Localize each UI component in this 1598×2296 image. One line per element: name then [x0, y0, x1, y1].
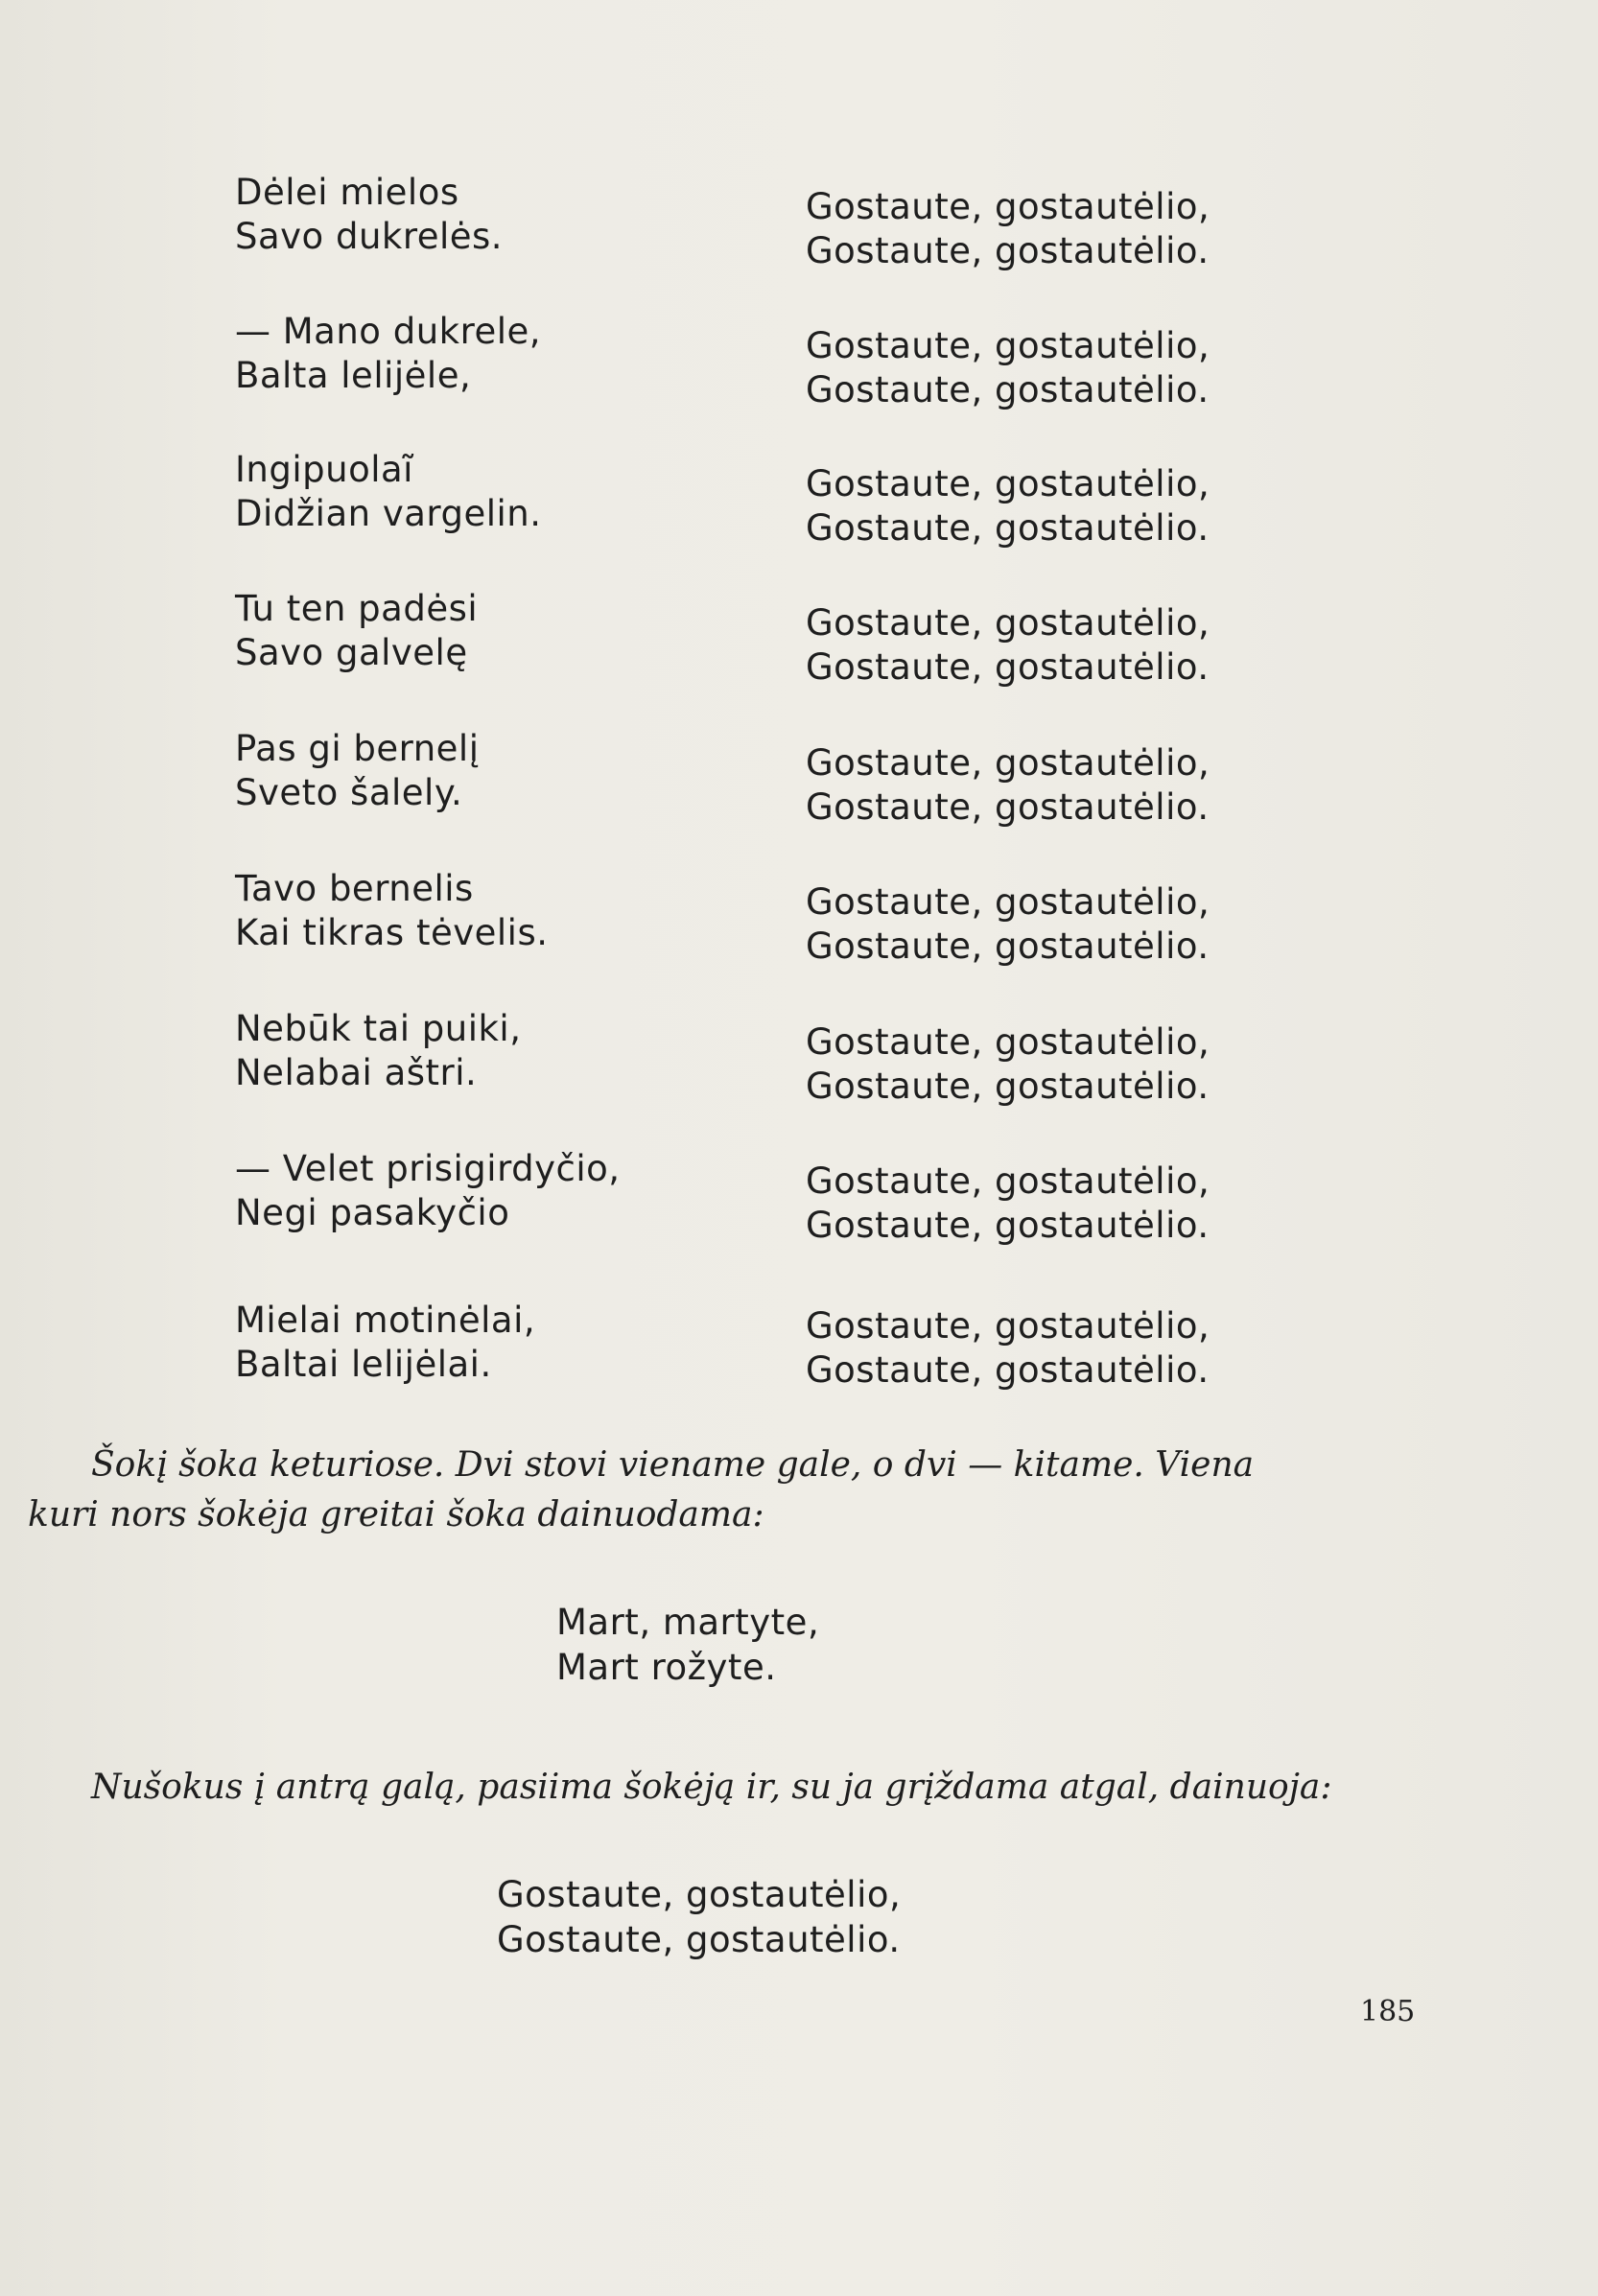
refrain-line: Gostaute, gostautėlio.	[806, 230, 1210, 271]
stanza-5-refrain	[806, 741, 1210, 830]
instruction-line: kuri nors šokėja greitai šoka dainuodama:	[28, 1495, 764, 1535]
verse-line: Kai tikras tėvelis.	[235, 912, 549, 953]
instruction-line: Nušokus į antrą galą, pasiima šokėją ir, su ja grįždama atgal, dainuoja:	[91, 1768, 1332, 1807]
dance-instruction-2	[91, 1763, 1331, 1813]
verse-line: Mart rožyte.	[556, 1647, 777, 1688]
refrain-line: Gostaute, gostautėlio.	[806, 1205, 1210, 1246]
refrain-line: Gostaute, gostautėlio,	[806, 463, 1210, 504]
stanza-8-refrain	[806, 1160, 1210, 1248]
verse-line: Mielai motinėlai,	[235, 1300, 536, 1341]
verse-line: Gostaute, gostautėlio,	[497, 1874, 902, 1915]
stanza-2-refrain	[806, 324, 1210, 412]
stanza-7-refrain	[806, 1020, 1210, 1109]
refrain-line: Gostaute, gostautėlio,	[806, 1021, 1210, 1063]
verse-line: — Mano dukrele,	[235, 311, 542, 352]
verse-line: Savo galvelę	[235, 632, 468, 673]
verse-line: Balta lelijėle,	[235, 355, 472, 396]
stanza-1-text	[235, 171, 503, 259]
refrain-line: Gostaute, gostautėlio.	[806, 369, 1210, 410]
stanza-9-text	[235, 1299, 535, 1387]
verse-line: Nelabai aštri.	[235, 1052, 478, 1093]
verse-line: Gostaute, gostautėlio.	[497, 1919, 901, 1960]
stanza-7-text	[235, 1007, 521, 1095]
verse-line: Sveto šalely.	[235, 772, 463, 813]
verse-line: Pas gi bernelį	[235, 728, 480, 769]
refrain-line: Gostaute, gostautėlio,	[806, 742, 1210, 784]
stanza-6-refrain	[806, 880, 1210, 969]
verse-line: Baltai lelijėlai.	[235, 1344, 492, 1385]
refrain-line: Gostaute, gostautėlio.	[806, 786, 1210, 828]
dance-instruction-1	[28, 1441, 1255, 1540]
song-verse-1	[556, 1600, 819, 1690]
verse-line: Didžian vargelin.	[235, 493, 542, 534]
verse-line: Ingipuolaĩ	[235, 449, 413, 490]
verse-line: Negi pasakyčio	[235, 1192, 510, 1233]
stanza-9-refrain	[806, 1304, 1210, 1393]
refrain-line: Gostaute, gostautėlio,	[806, 186, 1210, 227]
refrain-line: Gostaute, gostautėlio,	[806, 325, 1210, 366]
stanza-3-refrain	[806, 462, 1210, 551]
refrain-line: Gostaute, gostautėlio,	[806, 1160, 1210, 1202]
stanza-4-refrain	[806, 601, 1210, 690]
stanza-3-text	[235, 448, 542, 536]
verse-line: Nebūk tai puiki,	[235, 1008, 522, 1049]
refrain-line: Gostaute, gostautėlio,	[806, 881, 1210, 923]
refrain-line: Gostaute, gostautėlio,	[806, 602, 1210, 644]
stanza-5-text	[235, 727, 479, 815]
stanza-6-text	[235, 867, 549, 955]
verse-line: Savo dukrelės.	[235, 216, 504, 257]
refrain-line: Gostaute, gostautėlio.	[806, 646, 1210, 688]
stanza-2-text	[235, 310, 541, 398]
verse-line: Dėlei mielos	[235, 172, 459, 213]
page-number: 185	[1360, 1995, 1416, 2028]
refrain-line: Gostaute, gostautėlio.	[806, 1349, 1210, 1391]
verse-line: Mart, martyte,	[556, 1602, 820, 1643]
refrain-line: Gostaute, gostautėlio.	[806, 507, 1210, 549]
stanza-1-refrain	[806, 185, 1210, 273]
verse-line: Tu ten padėsi	[235, 588, 479, 629]
refrain-line: Gostaute, gostautėlio.	[806, 925, 1210, 967]
stanza-8-text	[235, 1147, 621, 1235]
refrain-line: Gostaute, gostautėlio.	[806, 1066, 1210, 1107]
verse-line: Tavo bernelis	[235, 868, 474, 909]
verse-line: — Velet prisigirdyčio,	[235, 1148, 621, 1189]
instruction-line: Šokį šoka keturiose. Dvi stovi viename gale, o dvi — kitame. Viena	[91, 1445, 1255, 1485]
song-verse-2	[497, 1872, 901, 1962]
refrain-line: Gostaute, gostautėlio,	[806, 1305, 1210, 1347]
stanza-4-text	[235, 587, 478, 675]
